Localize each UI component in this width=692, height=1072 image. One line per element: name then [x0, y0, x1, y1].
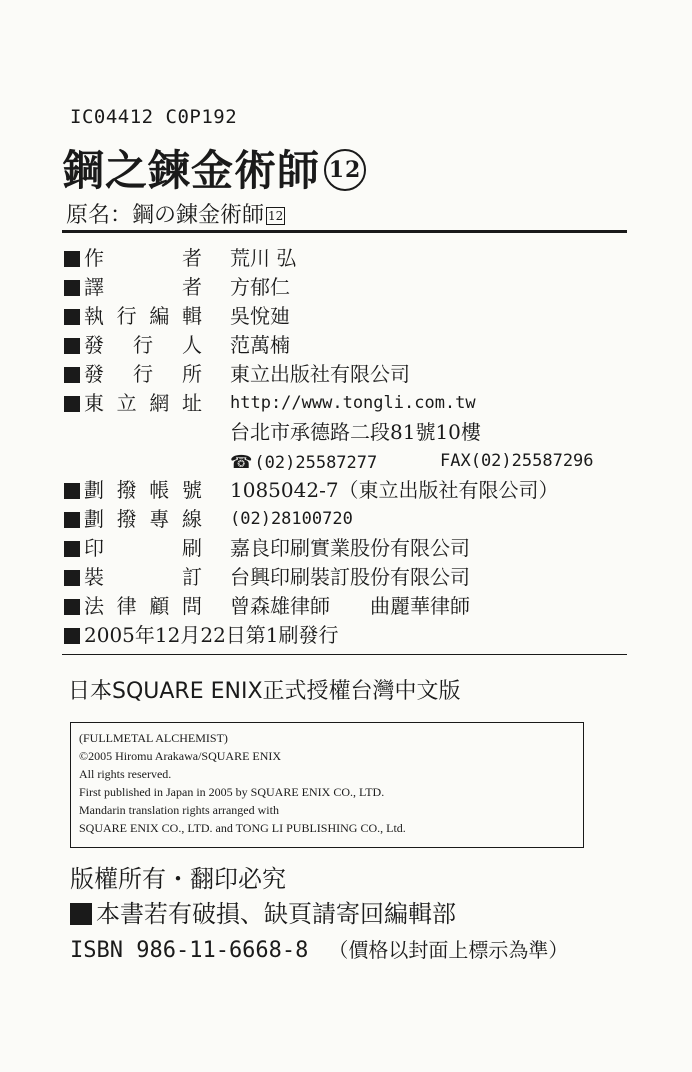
credit-label-legal: 法 律 顧 問 — [84, 594, 202, 618]
isbn-row — [70, 932, 568, 968]
copyright-line: ©2005 Hiromu Arakawa/SQUARE ENIX — [79, 749, 282, 763]
authorization-notice: 日本SQUARE ENIX正式授權台灣中文版 — [68, 679, 461, 704]
bullet-square-icon — [64, 309, 80, 325]
telephone-icon: ☎ — [230, 452, 253, 473]
credit-value-binding: 台興印刷裝訂股份有限公司 — [230, 565, 470, 589]
credit-label-publishing-house: 發 行 所 — [84, 362, 202, 386]
credit-value-postal-account: 1085042-7（東立出版社有限公司） — [230, 478, 559, 502]
fax-number: FAX(02)25587296 — [440, 451, 594, 471]
bullet-square-icon — [64, 541, 80, 557]
credit-label-website: 東 立 網 址 — [84, 391, 202, 415]
credit-label-postal-account: 劃 撥 帳 號 — [84, 478, 202, 502]
copyright-line: First published in Japan in 2005 by SQUARE ENIX CO., LTD. — [79, 785, 385, 799]
credit-value-legal-2: 曲麗華律師 — [370, 594, 470, 618]
copyright-line: SQUARE ENIX CO., LTD. and TONG LI PUBLISHING CO., Ltd. — [79, 821, 406, 835]
damage-notice: 本書若有破損、缺頁請寄回編輯部 — [96, 900, 456, 928]
credit-value-publishing-house: 東立出版社有限公司 — [230, 362, 410, 386]
bullet-square-icon — [64, 338, 80, 354]
credit-label-editor: 執 行 編 輯 — [84, 304, 202, 328]
credit-label-postal-line: 劃 撥 專 線 — [84, 507, 202, 531]
credit-label-author: 作 者 — [84, 246, 202, 270]
bullet-square-icon — [64, 367, 80, 383]
phone-number: (02)25587277 — [254, 453, 378, 473]
bullet-square-icon — [64, 570, 80, 586]
bullet-square-icon — [64, 483, 80, 499]
rights-notice: 版權所有・翻印必究 — [70, 865, 286, 893]
original-title-text: 原名：鋼の錬金術師 — [66, 203, 265, 228]
credit-label-translator: 譯 者 — [84, 275, 202, 299]
title-text: 鋼之鍊金術師 — [62, 146, 321, 195]
credit-label-printing: 印 刷 — [84, 536, 202, 560]
bullet-square-icon — [70, 903, 92, 925]
credit-label-binding: 裝 訂 — [84, 565, 202, 589]
bullet-square-icon — [64, 512, 80, 528]
edition-date: 2005年12月22日第1刷發行 — [84, 623, 339, 647]
bullet-square-icon — [64, 599, 80, 615]
credit-label-publisher: 發 行 人 — [84, 333, 202, 357]
book-title — [62, 138, 366, 198]
copyright-line: Mandarin translation rights arranged with — [79, 803, 279, 817]
bullet-square-icon — [64, 628, 80, 644]
price-note: （價格以封面上標示為準） — [328, 938, 569, 962]
copyright-line: All rights reserved. — [79, 767, 172, 781]
credit-value-address: 台北市承德路二段81號10樓 — [230, 420, 481, 444]
header-rule — [62, 230, 627, 233]
bullet-square-icon — [64, 280, 80, 296]
original-title — [66, 198, 285, 229]
volume-number: 12 — [324, 149, 366, 191]
bullet-square-icon — [64, 396, 80, 412]
credit-value-legal-1: 曾森雄律師 — [230, 594, 330, 618]
phone-group — [230, 447, 377, 478]
isbn-number: ISBN 986-11-6668-8 — [70, 938, 309, 963]
credit-value-editor: 吳悅廸 — [230, 304, 290, 328]
credit-value-publisher: 范萬楠 — [230, 333, 290, 357]
bullet-square-icon — [64, 251, 80, 267]
original-volume: 12 — [268, 209, 284, 223]
credit-value-website: http://www.tongli.com.tw — [230, 393, 476, 413]
damage-notice-row — [70, 897, 568, 932]
section-rule — [62, 654, 627, 655]
copyright-box — [70, 722, 584, 848]
product-codes: IC04412 C0P192 — [70, 106, 238, 128]
credit-value-printing: 嘉良印刷實業股份有限公司 — [230, 536, 470, 560]
credit-value-author: 荒川 弘 — [230, 246, 297, 270]
credit-value-postal-line: (02)28100720 — [230, 509, 353, 529]
footer-notices — [70, 862, 568, 968]
copyright-line: (FULLMETAL ALCHEMIST) — [79, 731, 228, 745]
credit-value-translator: 方郁仁 — [230, 275, 290, 299]
